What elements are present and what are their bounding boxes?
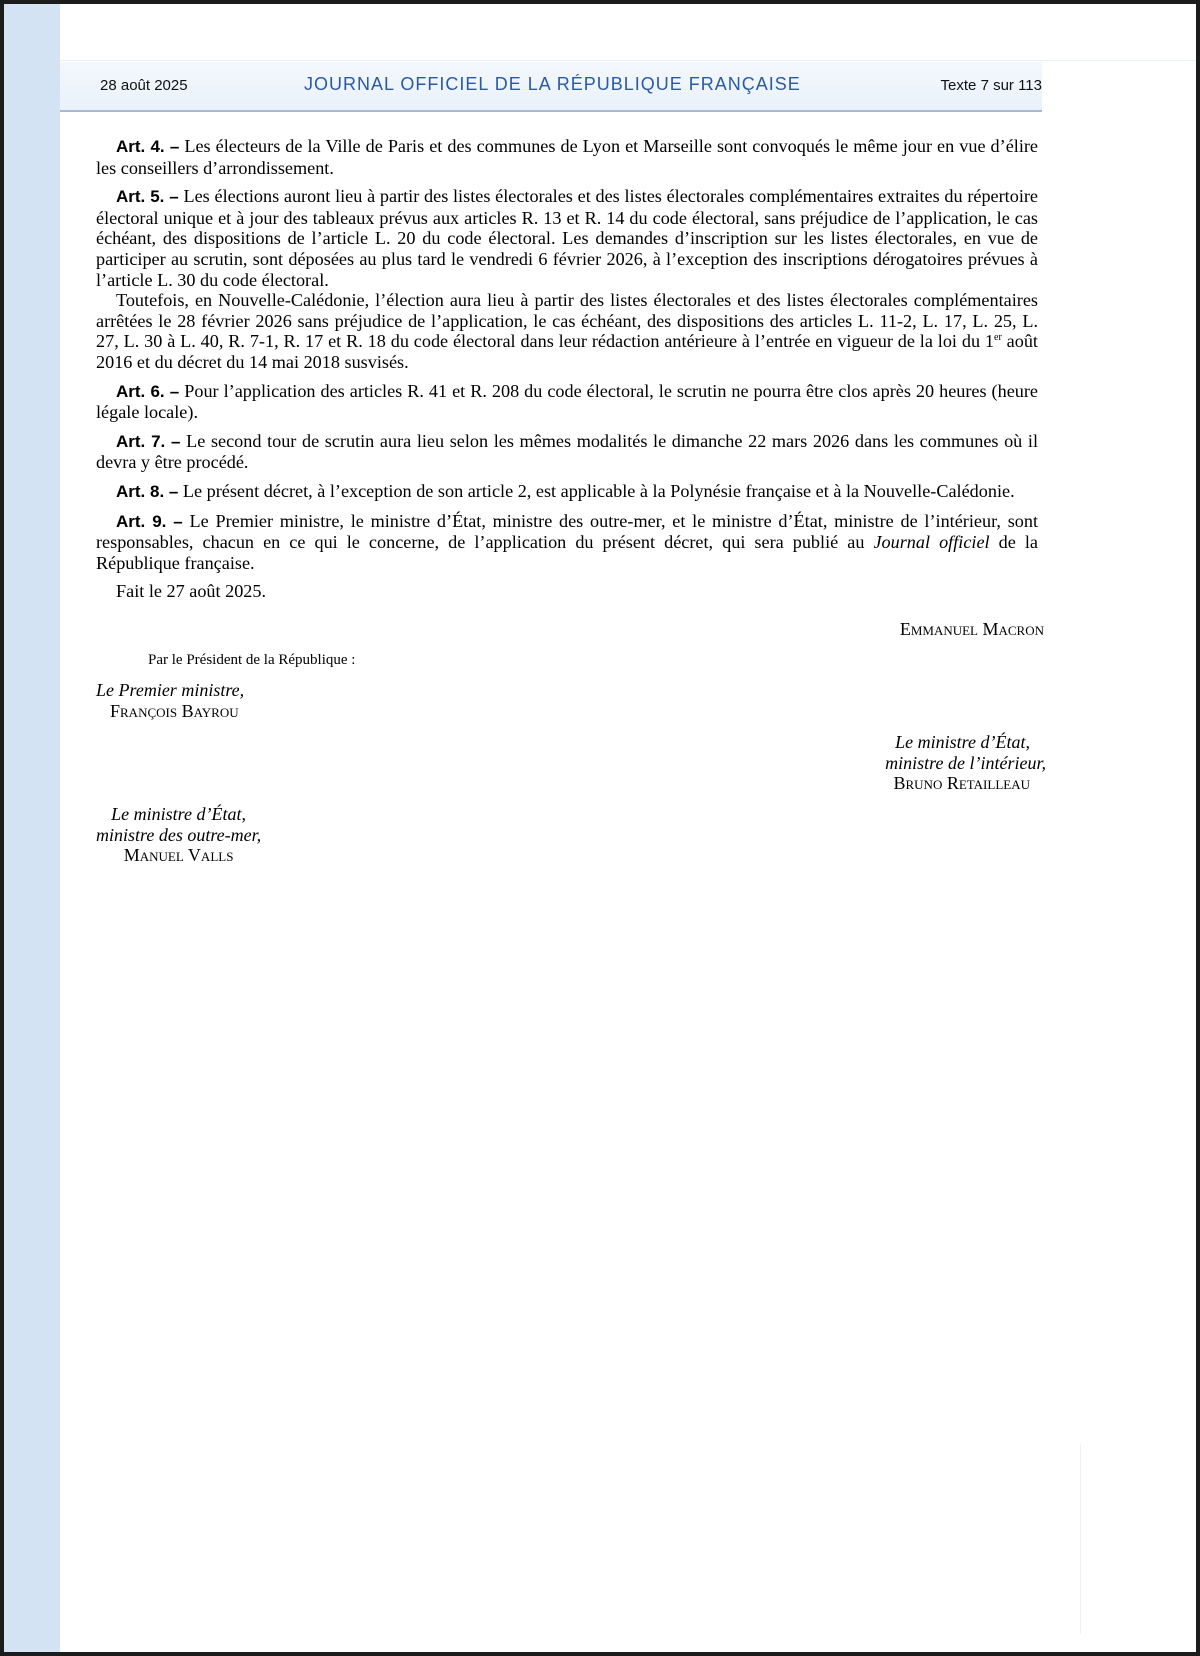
signature-ministre-outre-mer (96, 804, 261, 866)
article-5 (96, 186, 1038, 290)
article-9 (96, 511, 1038, 574)
signatory-name: Bruno Retailleau (893, 773, 1030, 794)
par-le-president: Par le Président de la République : (148, 652, 356, 668)
article-text: Les électeurs de la Ville de Paris et des communes de Lyon et Marseille sont convoqués le même jour en vue d’élire les conseillers d’arrondissement. (96, 136, 1039, 178)
article-text: Le second tour de scrutin aura lieu selon les mêmes modalités le dimanche 22 mars 2026 dans les communes où il devra y être procédé. (96, 430, 1039, 473)
article-8 (96, 481, 1038, 503)
article-label: Art. 7. – (116, 431, 181, 451)
paragraph-text-end: août 2016 et du décret du 14 mai 2018 susvisés. (96, 331, 1038, 372)
article-4 (96, 136, 1038, 178)
signatory-role-line-1: Le ministre d’État, (895, 732, 1030, 752)
article-label: Art. 5. – (116, 187, 179, 207)
ordinal-superscript: er (994, 332, 1002, 344)
signatory-role-line-2: ministre des outre-mer, (96, 824, 262, 845)
article-label: Art. 8. – (116, 481, 179, 501)
signatory-role-line-1: Le ministre d’État, (111, 804, 246, 824)
journal-title: JOURNAL OFFICIEL DE LA RÉPUBLIQUE FRANÇAISE (304, 74, 801, 94)
article-text: Le Premier ministre, le ministre d’État, ministre des outre-mer, et le ministre d’État, ministre de l’intérieur, sont responsables, chacun en ce qui le concerne, de l’application du présent décret, qui sera publié au (96, 510, 1039, 553)
signature-ministre-interieur (885, 732, 1046, 794)
article-text: Pour l’application des articles R. 41 et R. 208 du code électoral, le scrutin ne pourra être clos après 20 heures (heure légale locale). (96, 380, 1039, 423)
signatory-role-line-2: ministre de l’intérieur, (885, 752, 1046, 773)
decree-body (96, 136, 1038, 602)
article-6 (96, 381, 1038, 423)
page-edge-line (1080, 1444, 1081, 1634)
left-margin-band (4, 4, 60, 1652)
article-text-end: de la République française. (96, 532, 1038, 573)
journal-officiel-italic: Journal officiel (873, 532, 990, 553)
signatory-name: Manuel Valls (123, 845, 234, 866)
signatory-role: Le Premier ministre, (96, 680, 245, 700)
article-label: Art. 6. – (116, 381, 180, 401)
article-text: Les élections auront lieu à partir des listes électorales et des listes électorales complémentaires extraites du répertoire électoral unique et à jour des tableaux prévus aux articles R. 13 et R. 14 du code électoral, sans préjudice de l’application, le cas échéant, des dispositions de l’article L. 20 du code électoral. Les demandes d’inscription sur les listes électorales, en vue de participer au scrutin, sont déposées au plus tard le vendredi 6 février 2026, à l’exception des inscriptions dérogatoires prévues à l’article L. 30 du code électoral. (96, 186, 1039, 290)
signature-premier-ministre (96, 680, 244, 721)
page-header (60, 62, 1042, 112)
article-7 (96, 431, 1038, 473)
president-signature: Emmanuel Macron (899, 619, 1044, 639)
paragraph-text: Toutefois, en Nouvelle-Calédonie, l’élection aura lieu à partir des listes électorales et des listes électorales complémentaires arrêtées le 28 février 2026 sans préjudice de l’application, le cas échéant, des dispositions des articles L. 11-2, L. 17, L. 25, L. 27, L. 30 à L. 40, R. 7-1, R. 17 et R. 18 du code électoral dans leur rédaction antérieure à l’entrée en vigueur de la loi du 1 (96, 290, 1038, 352)
header-date: 28 août 2025 (100, 77, 188, 94)
signatory-name: François Bayrou (110, 700, 239, 721)
article-text: Le présent décret, à l’exception de son article 2, est applicable à la Polynésie française et à la Nouvelle-Calédonie. (182, 480, 1015, 501)
text-index: Texte 7 sur 113 (940, 77, 1042, 94)
article-label: Art. 4. – (116, 137, 180, 156)
article-5-paragraph-2 (96, 290, 1038, 372)
article-label: Art. 9. – (116, 511, 183, 531)
fait-le-date: Fait le 27 août 2025. (116, 581, 267, 602)
